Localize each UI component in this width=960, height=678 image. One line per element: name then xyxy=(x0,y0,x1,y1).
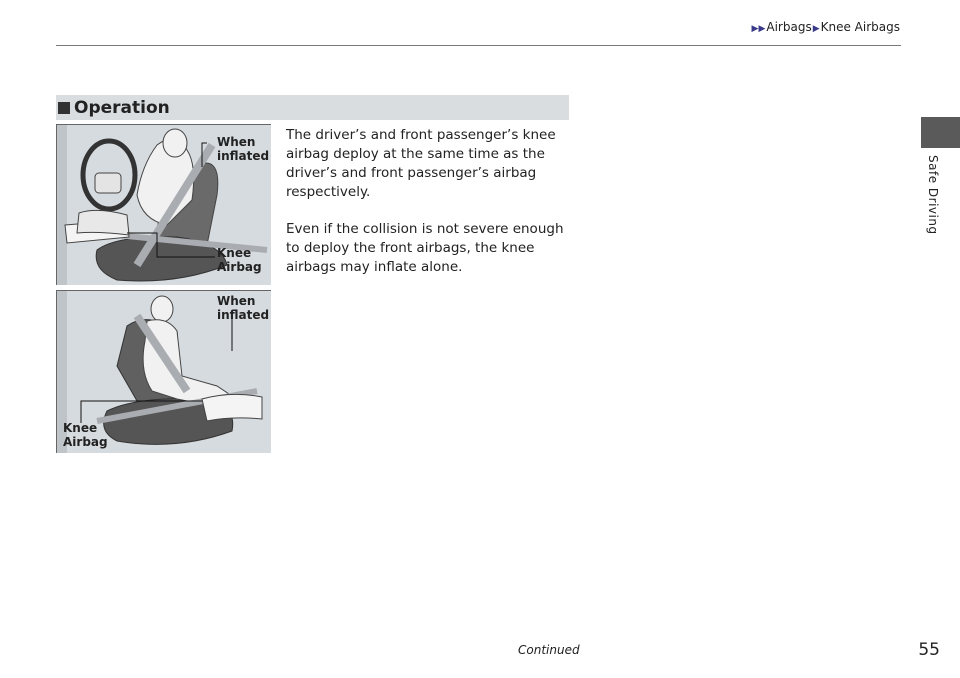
side-tab-label[interactable]: Safe Driving xyxy=(926,155,940,235)
breadcrumb-arrow-icon: ▶▶ xyxy=(751,24,766,34)
side-tab-marker xyxy=(921,117,960,148)
callout-when-inflated: When inflated xyxy=(217,294,270,322)
breadcrumb-item-airbags[interactable]: Airbags xyxy=(766,20,812,34)
section-square-icon xyxy=(58,102,70,114)
callout-knee-airbag: Knee Airbag xyxy=(217,246,262,274)
breadcrumb-arrow-icon: ▶ xyxy=(812,24,820,34)
breadcrumb xyxy=(751,20,900,34)
breadcrumb-item-knee-airbags[interactable]: Knee Airbags xyxy=(820,20,900,34)
page-number: 55 xyxy=(918,640,940,660)
body-paragraph: The driver’s and front passenger’s knee airbag deploy at the same time as the driver’s and front passenger’s airbag respectively. xyxy=(286,127,556,200)
footer-continued: Continued xyxy=(518,643,580,657)
section-title: Operation xyxy=(74,97,170,118)
callout-knee-airbag: Knee Airbag xyxy=(63,421,108,449)
passenger-knee-airbag-illustration xyxy=(56,290,271,453)
driver-knee-airbag-illustration xyxy=(56,124,271,285)
section-header xyxy=(56,95,569,120)
body-text xyxy=(286,126,576,295)
body-paragraph: Even if the collision is not severe enough to deploy the front airbags, the knee airbags may inflate alone. xyxy=(286,221,564,275)
callout-when-inflated: When inflated xyxy=(217,135,270,163)
header-rule xyxy=(56,45,901,46)
